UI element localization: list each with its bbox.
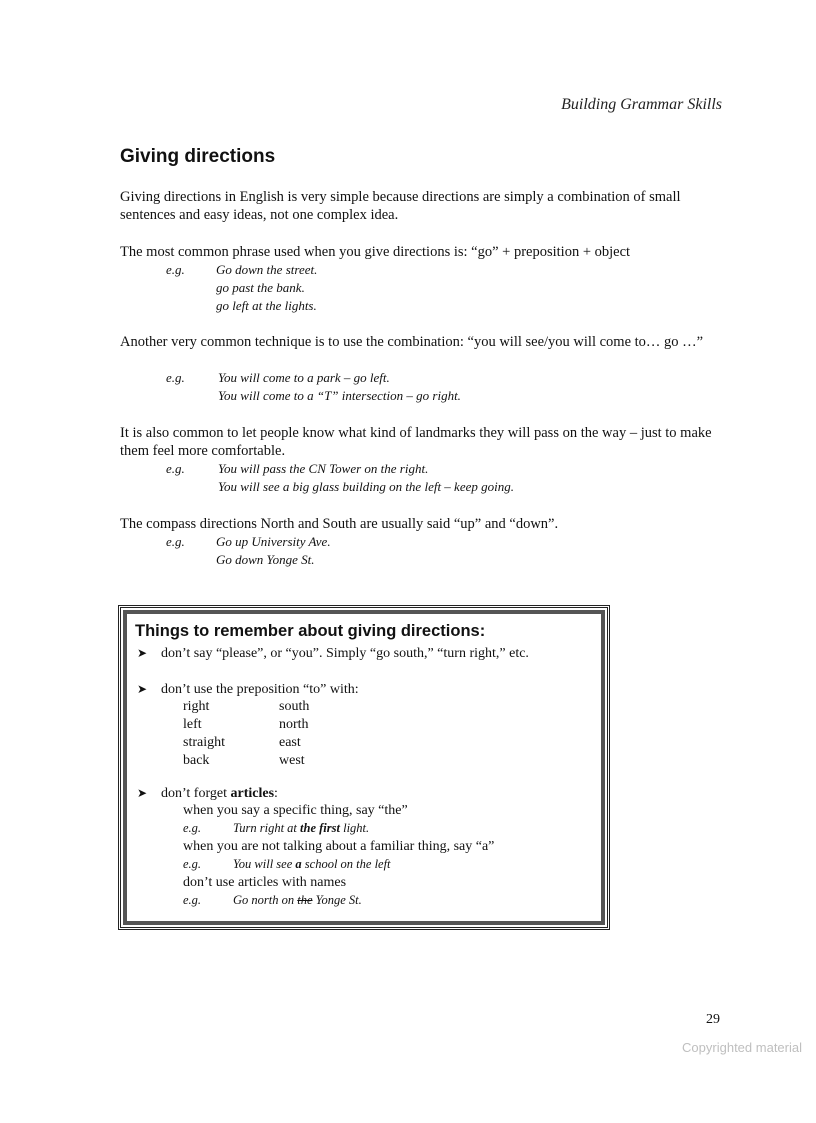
arrow-bullet-icon: ➤: [137, 646, 148, 660]
word-row: [183, 698, 309, 716]
eg-label: e.g.: [166, 461, 185, 476]
arrow-bullet-icon: ➤: [137, 786, 148, 800]
word-right: east: [279, 735, 301, 750]
word-right: north: [279, 717, 309, 732]
example-line: Go down the street.: [216, 262, 318, 277]
tips-box: [118, 605, 610, 930]
word-row: [183, 752, 309, 770]
articles-a-rule: when you are not talking about a familiar thing, say “a”: [183, 839, 495, 854]
page-number: 29: [706, 1012, 720, 1027]
word-right: west: [279, 753, 305, 768]
tip-colon: :: [274, 786, 278, 801]
eg-label: e.g.: [166, 262, 185, 277]
example-text: Turn right at: [233, 821, 301, 835]
direction-word-table: [183, 698, 309, 770]
tip-text: don’t forget: [161, 786, 231, 801]
tip-text: don’t say “please”, or “you”. Simply “go south,” “turn right,” etc.: [161, 646, 529, 661]
articles-the-example: [183, 821, 369, 836]
eg-label: e.g.: [166, 370, 185, 385]
word-left: right: [183, 699, 210, 714]
articles-names-rule: don’t use articles with names: [183, 875, 347, 890]
eg-label: e.g.: [183, 857, 202, 871]
example-text: Go north on: [233, 893, 298, 907]
example-bold: the first: [300, 821, 340, 835]
example-line: You will come to a “T” intersection – go right.: [218, 388, 461, 403]
example-line: Go up University Ave.: [216, 534, 331, 549]
example-line: You will see a big glass building on the left – keep going.: [218, 479, 514, 494]
tips-box-title: Things to remember about giving directions:: [135, 622, 486, 640]
word-left: left: [183, 717, 202, 732]
running-header: Building Grammar Skills: [561, 96, 722, 113]
copyright-watermark: Copyrighted material: [682, 1040, 802, 1055]
example-text: light.: [339, 821, 370, 835]
articles-the-rule: when you say a specific thing, say “the”: [183, 803, 408, 818]
articles-names-example: [183, 893, 362, 908]
paragraph-compass: The compass directions North and South are usually said “up” and “down”.: [120, 516, 559, 532]
example-strikethrough: the: [297, 893, 313, 907]
word-row: [183, 716, 309, 734]
tip-bullet-3: [137, 784, 278, 803]
tip-bullet-1: [137, 644, 529, 663]
word-right: south: [279, 699, 310, 714]
word-left: straight: [183, 735, 225, 750]
eg-label: e.g.: [183, 821, 202, 835]
tip-bullet-2: [137, 680, 359, 699]
paragraph-landmarks: It is also common to let people know what kind of landmarks they will pass on the way – just to make them feel more comfortable.: [120, 425, 712, 459]
example-text: You will see: [233, 857, 296, 871]
section-title: Giving directions: [120, 146, 276, 167]
example-bold: a: [295, 857, 302, 871]
example-text: Yonge St.: [312, 893, 362, 907]
example-line: go past the bank.: [216, 280, 305, 295]
arrow-bullet-icon: ➤: [137, 682, 148, 696]
example-line: You will come to a park – go left.: [218, 370, 390, 385]
tip-text: don’t use the preposition “to” with:: [161, 682, 359, 697]
tip-bold-articles: articles: [230, 786, 275, 801]
example-text: school on the left: [301, 857, 391, 871]
eg-label: e.g.: [166, 534, 185, 549]
paragraph-go-preposition: The most common phrase used when you give directions is: “go” + preposition + object: [120, 244, 631, 260]
example-line: Go down Yonge St.: [216, 552, 315, 567]
word-left: back: [183, 753, 210, 768]
example-line: You will pass the CN Tower on the right.: [218, 461, 429, 476]
intro-paragraph: Giving directions in English is very simple because directions are simply a combination of small sentences and easy ideas, not one complex idea.: [120, 189, 681, 223]
eg-label: e.g.: [183, 893, 202, 907]
articles-a-example: [183, 857, 391, 872]
word-row: [183, 734, 309, 752]
example-line: go left at the lights.: [216, 298, 317, 313]
paragraph-you-will-see: Another very common technique is to use the combination: “you will see/you will come to… go …”: [120, 334, 704, 350]
